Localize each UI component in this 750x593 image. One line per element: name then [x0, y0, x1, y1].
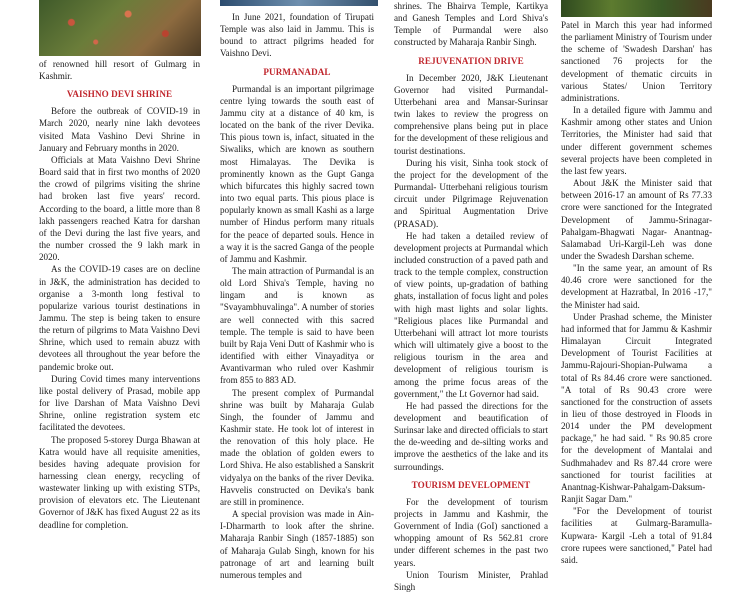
paragraph: "For the Development of tourist facilities at Gulmarg-Baramulla- Kupwara- Kargil -Leh a total of 91.84 crore rupees were sanctioned," Patel had said.: [561, 506, 712, 565]
paragraph: The proposed 5-storey Durga Bhawan at Katra would have all requisite amenities, besides having adequate provision for harnessing clean energy, recycling of wastewater linking up with existing STPs, provision of elevators etc. The Lieutenant Governor of J&K has fixed August 22 as its deadline for completion.: [39, 434, 200, 530]
heading-tourism-development: TOURISM DEVELOPMENT: [411, 479, 531, 490]
paragraph: The main attraction of Purmandal is an old Lord Shiva's Temple, having no lingam and is known as "Svayambhuvalinga". A number of stories are well connected with this sacred temple. The temple is said to have been built by Raja Veni Dutt of Kashmir who is identified with either Vinayaditya or Avantivarman who ruled over Kashmir from 855 to 883 AD.: [220, 265, 374, 386]
column-3: [394, 0, 548, 592]
photo-caption: of renowned hill resort of Gulmarg in Kashmir.: [39, 59, 200, 82]
paragraph: Union Tourism Minister, Prahlad Singh: [394, 569, 548, 592]
paragraph: He had taken a detailed review of development projects at Purmandal which included construction of a paved path and track to the temple complex, construction of view points, up-gradation of bathing ghats, installation of focus light and poles with high mast lights and solar lights. "Religious places like Purmandal and Utterbehani will attract lot more tourists which will ultimately give a boost to the religious tourism in the area and development of religious tourism is among the prime focus areas of the government," the Lt Governor had said.: [394, 230, 548, 399]
heading-purmandal: PURMANADAL: [263, 66, 331, 77]
gulmarg-photo: [39, 0, 201, 56]
column-4: [561, 0, 712, 565]
heading-rejuvenation-drive: REJUVENATION DRIVE: [418, 55, 524, 66]
paragraph: During Covid times many interventions like postal delivery of Prasad, mobile app for live Darshan of Mata Vaishno Devi Shrine, online registration system etc facilitated the devotees.: [39, 373, 200, 433]
column-1: [39, 0, 200, 536]
paragraph: Purmandal is an important pilgrimage centre lying towards the south east of Jammu city at a distance of 40 km, is located on the bank of the river Devika. This pious town is, infact, situated in the Siwaliks, which are known as southern most Himalayas. The Devika is prominently known as the Gupt Ganga which bifurcates this highly sacred town into two equal parts. This pious place is popularly known as small Kashi as a large number of Hindus perform many rituals for the peace of departed souls. Hence in a way it is the sacred Ganga of the people of Jammu and Kashmir.: [220, 83, 374, 264]
paragraph: A special provision was made in Ain-I-Dharmarth to look after the shrine. Maharaja Ranbir Singh (1857-1885) son of Maharaja Gulab Singh, known for his patronage of art and learning built numerous temples and: [220, 509, 374, 580]
column-2: [220, 0, 374, 580]
paragraph: Officials at Mata Vaishno Devi Shrine Board said that in first two months of 2020 the crowd of pilgrims visiting the shrine had broken last five years' record. According to the board, a little more than 8 lakh passengers reached Katra for darshan of the Devi during the last five years, and the number crossed the 9 lakh mark in 2020.: [39, 154, 200, 263]
paragraph: In December 2020, J&K Lieutenant Governor had visited Purmandal-Utterbehani area and Mansar-Surinsar twin lakes to review the progress on comprehensive plans being put in place for the development of these religious and tourist destinations.: [394, 72, 548, 156]
paragraph: Patel in March this year had informed the parliament Ministry of Tourism under the scheme of 'Swadesh Darshan' has sanctioned 76 projects for the development of thematic circuits in various States/ Union Territory administrations.: [561, 20, 712, 103]
paragraph: As the COVID-19 cases are on decline in J&K, the administration has decided to organise a 3-month long festival to popularize various tourist destinations in Jammu. The step is being taken to ensure the return of pilgrims to Mata Vaishno Devi Shrine, which used to remain abuzz with devotees all throughout the year before the pandemic broke out.: [39, 264, 200, 372]
paragraph: Under Prashad scheme, the Minister had informed that for Jammu & Kashmir Himalayan Circuit Integrated Development of Tourist Facilities at Jammu-Rajouri-Shopian-Pulwama a total of Rs 84.46 crore were sanctioned. "A total of Rs 90.43 crore were sanctioned for the construction of assets in lieu of those destroyed in Floods in 2014 under the PM development package," he had said. " Rs 90.85 crore for the development of Mantalai and Sudhmahadev and Rs 87.44 crore were sanctioned for tourist facilities at Anantnag-Kishwar-Pahalgam-Daksum-Ranjit Sagar Dam.": [561, 311, 712, 505]
paragraph: In a detailed figure with Jammu and Kashmir among other states and Union Territories, the Minister had said that under different government schemes several projects have been completed in the last few years.: [561, 105, 712, 176]
paragraph: During his visit, Sinha took stock of the project for the development of the Purmandal- Utterbehani religious tourism circuit under Pilgrimage Rejuvenation and Spiritual Augmentation Drive (PRASAD).: [394, 157, 548, 229]
paragraph: About J&K the Minister said that between 2016-17 an amount of Rs 77.33 crore were sanctioned for the Integrated Development of Jammu-Srinagar-Pahalgam-Bhagwati Nagar- Anantnag-Salamabad Uri-Kargil-Leh was done under the Swadesh Darshan scheme.: [561, 178, 712, 261]
paragraph: In June 2021, foundation of Tirupati Temple was also laid in Jammu. This is bound to attract pilgrims headed for Vaishno Devi.: [220, 12, 374, 59]
heading-vaishno-devi: VAISHNO DEVI SHRINE: [66, 89, 173, 100]
column-4-photo: [561, 0, 712, 17]
paragraph: For the development of tourism projects in Jammu and Kashmir, the Government of India (GoI) sanctioned a whopping amount of Rs 562.81 crore under different schemes in the past two years.: [394, 496, 548, 568]
paragraph: "In the same year, an amount of Rs 40.46 crore were sanctioned for the development at Hazratbal, In 2016 -17," the Minister had said.: [561, 263, 712, 310]
paragraph: Before the outbreak of COVID-19 in March 2020, nearly nine lakh devotees visited Mata Vashino Devi Shrine in January and February months in 2020.: [39, 106, 200, 153]
paragraph: The present complex of Purmandal shrine was built by Maharaja Gulab Singh, the founder of Jammu and Kashmir state. He took lot of interest in the renovation of this holy place. He made the oblation of golden ewers to Lord Shiva. He also established a Sanskrit vidyalya on the banks of the river Devika. Havvelis constructed on Devika's bank are still in prominence.: [220, 387, 374, 507]
column-2-photo-strip: [220, 0, 378, 6]
paragraph: shrines. The Bhairva Temple, Kartikya and Ganesh Temples and Lord Shiva's Temple of Purmandal were also constructed by Maharaja Ranbir Singh.: [394, 1, 548, 48]
paragraph: He had passed the directions for the development and beautification of Surinsar lake and directed officials to start the de-weeding and de-silting works and improve the aesthetics of the lake and its surroundings.: [394, 400, 548, 472]
